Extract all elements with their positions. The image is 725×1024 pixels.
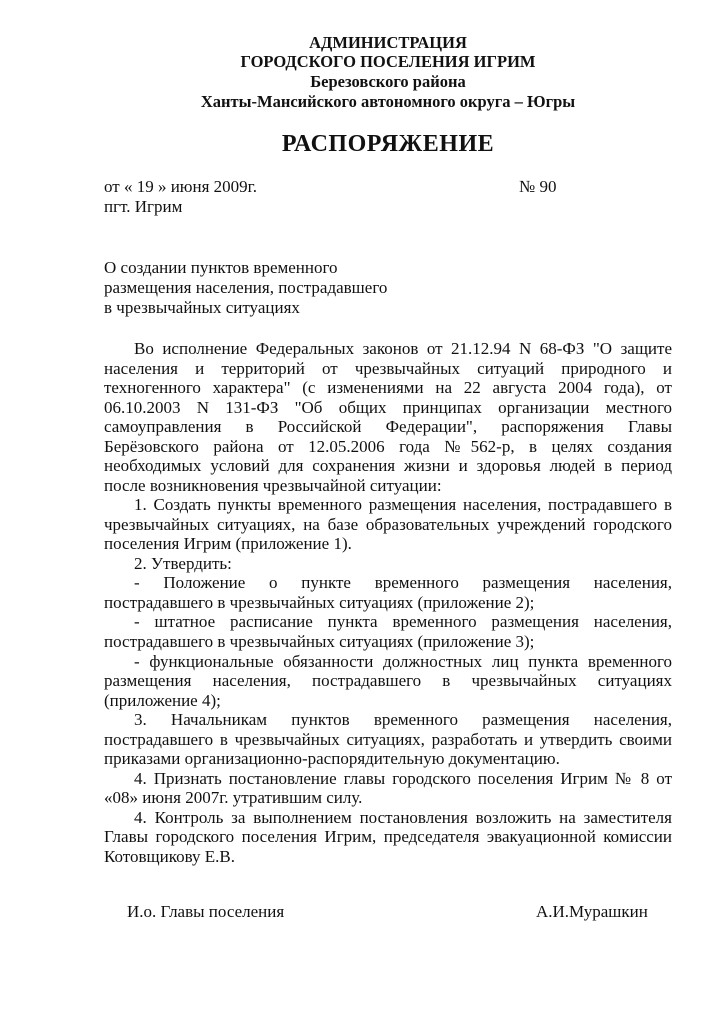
paragraph-line: Во исполнение Федеральных законов от 21.12.94 N 68-ФЗ "О защите — [134, 339, 672, 358]
paragraph-line: приказами организационно-распорядительную документацию. — [104, 749, 560, 769]
paragraph-line: Берёзовского района от 12.05.2006 года №562-р, в целях создания — [104, 436, 672, 456]
subject-line: размещения населения, пострадавшего — [104, 278, 388, 297]
paragraph-line: Котовщикову Е.В. — [104, 846, 236, 866]
paragraph-line: пострадавшего в чрезвычайных ситуациях (приложение 2); — [104, 592, 535, 612]
signature-position: И.о. Главы поселения — [127, 902, 285, 921]
paragraph-line: чрезвычайных ситуациях, на базе образовательных учреждений городского — [104, 514, 672, 534]
paragraph-line: «08» июня 2007г. утратившим силу. — [104, 788, 363, 808]
subject-line: О создании пунктов временного — [104, 258, 338, 277]
paragraph-line: самоуправления в Российской Федерации", распоряжения Главы — [104, 417, 672, 437]
paragraph-line: пострадавшего в чрезвычайных ситуациях, разработать и утвердить своими — [104, 729, 672, 749]
document-number: № 90 — [519, 177, 557, 196]
paragraph-line: - функциональные обязанности должностных лиц пункта временного — [134, 651, 672, 671]
paragraph-line: пострадавшего в чрезвычайных ситуациях (приложение 3); — [104, 631, 535, 651]
paragraph-line: 4. Контроль за выполнением постановления возложить на заместителя — [134, 807, 672, 827]
paragraph-line: после возникновения чрезвычайной ситуации: — [104, 475, 442, 495]
signature-name: А.И.Мурашкин — [536, 902, 648, 921]
document-place: пгт. Игрим — [104, 197, 183, 216]
header-line: ГОРОДСКОГО ПОСЕЛЕНИЯ ИГРИМ — [240, 52, 536, 71]
paragraph-line: - штатное расписание пункта временного размещения населения, — [134, 612, 672, 632]
paragraph-line: необходимых условий для сохранения жизни и здоровья людей в период — [104, 456, 672, 476]
paragraph-line: 4. Признать постановление главы городского поселения Игрим № 8 от — [134, 768, 672, 788]
paragraph — [104, 710, 672, 769]
paragraph — [104, 769, 672, 808]
paragraph-line: 3. Начальникам пунктов временного размещения населения, — [134, 710, 672, 730]
paragraph — [104, 573, 672, 612]
paragraph-line: - Положение о пункте временного размещения населения, — [134, 573, 672, 593]
paragraph-line: населения и территорий от чрезвычайных ситуаций природного и — [104, 358, 672, 378]
paragraph-line: 06.10.2003 N 131-ФЗ "Об общих принципах организации местного — [104, 397, 672, 417]
paragraph — [104, 554, 672, 574]
paragraph-line: Главы городского поселения Игрим, председателя эвакуационной комиссии — [104, 827, 672, 847]
paragraph-line: техногенного характера" (с изменениями на 22 августа 2004 года), от — [104, 378, 672, 398]
subject-line: в чрезвычайных ситуациях — [104, 298, 300, 317]
paragraph-line: 2. Утвердить: — [134, 553, 232, 573]
paragraph — [104, 612, 672, 651]
paragraph-line: поселения Игрим (приложение 1). — [104, 534, 352, 554]
paragraph-line: (приложение 4); — [104, 690, 221, 710]
paragraph — [104, 652, 672, 711]
paragraph — [104, 808, 672, 867]
document-body — [104, 339, 672, 866]
document-title: РАСПОРЯЖЕНИЕ — [281, 131, 495, 157]
paragraph — [104, 339, 672, 495]
header-line: АДМИНИСТРАЦИЯ — [309, 33, 467, 52]
paragraph-line: 1. Создать пункты временного размещения населения, пострадавшего в — [134, 495, 672, 515]
document-date: от « 19 » июня 2009г. — [104, 177, 257, 196]
paragraph — [104, 495, 672, 554]
paragraph-line: размещения населения, пострадавшего в чрезвычайных ситуациях — [104, 671, 672, 691]
header-line: Ханты-Мансийского автономного округа – Югры — [200, 92, 576, 111]
header-line: Березовского района — [310, 72, 466, 91]
